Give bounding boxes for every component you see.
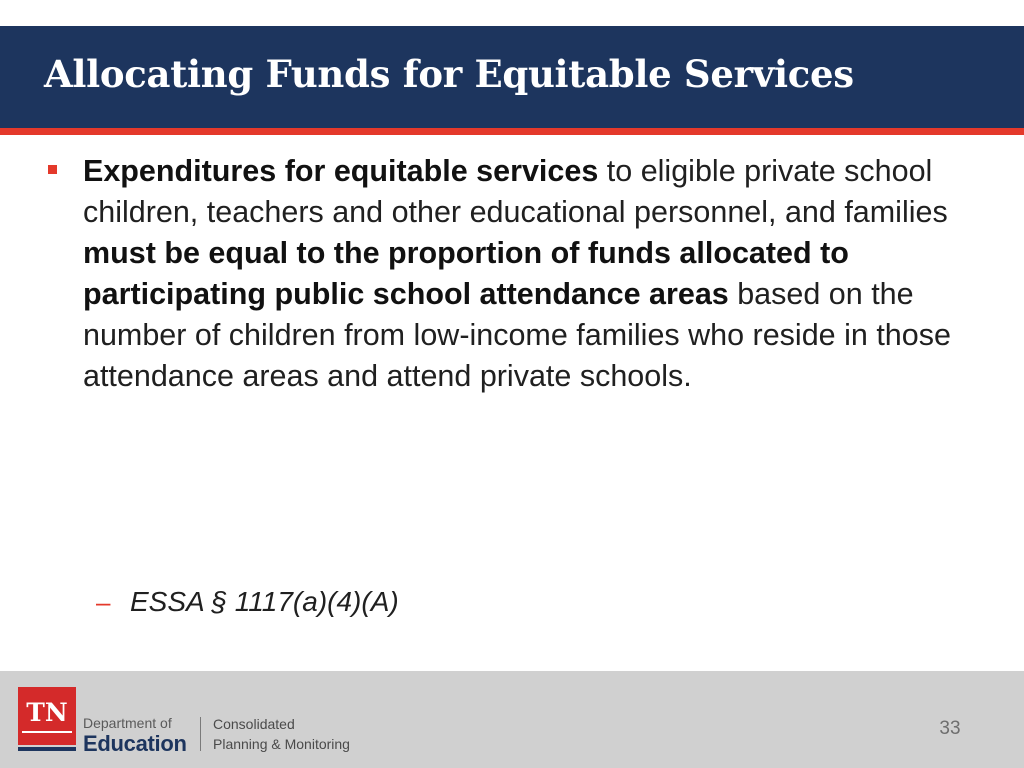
office-name-line1: Consolidated bbox=[213, 716, 295, 732]
department-of-label: Department of bbox=[83, 715, 172, 731]
bullet-bold-emphasis: must be equal to the proportion of funds allocated to participating public school attendance areas bbox=[83, 236, 849, 311]
square-bullet-icon bbox=[48, 165, 57, 174]
tn-logo-line bbox=[22, 731, 72, 733]
sub-bullet-dash: – bbox=[96, 587, 111, 617]
bullet-text-2: based on the number of children from low-income families who reside in those attendance areas and attend private schools. bbox=[83, 277, 951, 393]
logo-underline bbox=[18, 747, 76, 751]
bullet-paragraph bbox=[83, 151, 988, 397]
bullet-text-1: to eligible private school children, teachers and other educational personnel, and families bbox=[83, 154, 948, 229]
page-number: 33 bbox=[939, 718, 961, 739]
education-label: Education bbox=[83, 731, 187, 756]
title-underline-rule bbox=[0, 128, 1024, 135]
tn-logo-text: TN bbox=[26, 698, 68, 727]
bullet-bold-lead: Expenditures for equitable services bbox=[83, 154, 599, 188]
citation-text: ESSA § 1117(a)(4)(A) bbox=[130, 586, 399, 617]
office-name-line2: Planning & Monitoring bbox=[213, 736, 350, 752]
tn-logo bbox=[18, 687, 76, 745]
slide-title: Allocating Funds for Equitable Services bbox=[44, 52, 854, 96]
footer-divider bbox=[200, 717, 201, 751]
